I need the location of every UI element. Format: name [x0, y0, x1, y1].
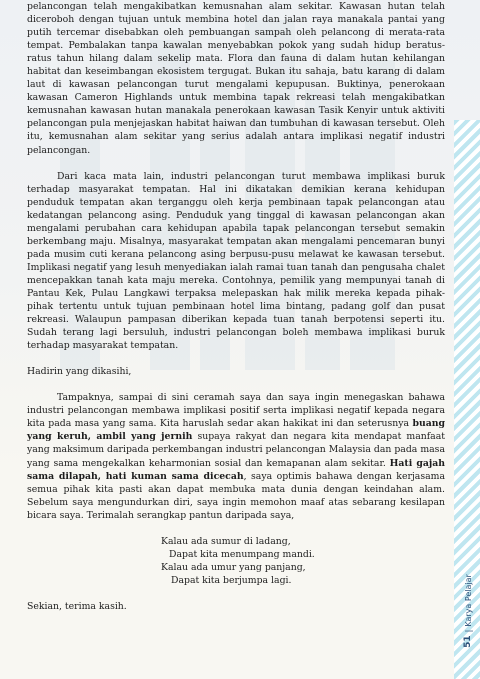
paragraph-3-text-a: Tampaknya, sampai di sini ceramah saya dan saya ingin menegaskan bahawa industri pelancongan membawa implikasi positif serta implikasi negatif kepada negara kita pada masa yang sama. Kita haruslah sedar akan hakikat ini dan seterusnya [27, 392, 445, 430]
paragraph-1: pelancongan telah mengakibatkan kemusnahan alam sekitar. Kawasan hutan telah diceroboh dengan tujuan untuk membina hotel dan jalan raya manakala pantai yang putih tercemar disebabkan oleh pembuangan sampah oleh pelancong di merata-rata tempat. Pembalakan tanpa kawalan menyebabkan pokok yang sudah hidup beratus-ratus tahun hilang dalam sekelip mata. Flora dan fauna di dalam hutan kehilangan habitat dan keseimbangan ekosistem tergugat. Bukan itu sahaja, batu karang di dalam laut di kawasan pelancongan turut mengalami kepupusan. Buktinya, penerokaan kawasan Cameron Highlands untuk membina tapak rekreasi telah mengakibatkan kemusnahan kawasan hutan manakala penerokaan kawasan Tasik Kenyir untuk aktiviti pelancongan pula menjejaskan habitat haiwan dan tumbuhan di kawasan tersebut. Oleh itu, kemusnahan alam sekitar yang serius adalah antara implikasi negatif industri pelancongan. [27, 1, 445, 156]
pantun-line: Kalau ada umur yang panjang, [161, 561, 306, 573]
book-title: Karya Pelajar [463, 574, 473, 627]
paragraph-3-text-b: supaya rakyat dan negara kita mendapat manfaat yang maksimum daripada perkembangan industri pelancongan Malaysia dan pada masa yang sama mengekalkan keharmonian sosial dan kemapanan alam sekitar. [27, 431, 445, 469]
pantun-line: Dapat kita berjumpa lagi. [171, 574, 292, 586]
paragraph-3 [27, 391, 445, 521]
pantun-line: Kalau ada sumur di ladang, [161, 535, 291, 547]
spacer [27, 157, 445, 170]
page-footer [463, 574, 473, 648]
paragraph-3-text-c: , saya optimis bahawa dengan kerjasama semua pihak kita pasti akan dapat membuka mata dunia dengan keindahan alam. Sebelum saya mengundurkan diri, saya ingin memohon maaf atas sebarang kesilapan bicara saya. Terimalah serangkap pantun daripada saya, [27, 470, 445, 521]
peribahasa-1: buang yang keruh, ambil yang jernih [27, 418, 445, 443]
spacer [27, 587, 445, 600]
document-body [27, 0, 445, 613]
pantun [161, 535, 315, 587]
spacer [27, 352, 445, 365]
peribahasa-2: Hati gajah sama dilapah, hati kuman sama dicecah [27, 457, 445, 482]
greeting: Hadirin yang dikasihi, [27, 366, 132, 378]
page-footer-tab [458, 556, 478, 666]
paragraph-2: Dari kaca mata lain, industri pelancongan turut membawa implikasi buruk terhadap masyarakat tempatan. Hal ini dikatakan demikian kerana kehidupan penduduk tempatan akan terganggu oleh kerja pembinaan tapak pelancongan atau kedatangan pelancong asing. Penduduk yang tinggal di kawasan pelancongan akan mengalami perubahan cara kehidupan apabila tapak pelancongan tersebut semakin berkembang maju. Misalnya, masyarakat tempatan akan mengalami pencemaran bunyi pada musim cuti kerana pelancong asing berpusu-pusu melawat ke kawasan tersebut. Implikasi negatif yang lesuh menyediakan ialah ramai tuan tanah dan pengusaha chalet mencepakkan tanah kata maju mereka. Contohnya, pemilik yang mempunyai tanah di Pantau Kek, Pulau Langkawi terpaksa melepaskan hak milik mereka kepada pihak-pihak tertentu untuk tujuan pembinaan hotel lima bintang, padang golf dan pusat rekreasi. Walaupun pampasan diberikan kepada tuan tanah berpotensi seperti itu. Sudah terang lagi bersuluh, industri pelancongan boleh membawa implikasi buruk terhadap masyarakat tempatan. [27, 170, 445, 352]
pantun-line: Dapat kita menumpang mandi. [169, 548, 315, 560]
spacer [27, 378, 445, 391]
page-number: 51 [463, 635, 473, 648]
spacer [27, 522, 445, 535]
closing: Sekian, terima kasih. [27, 600, 127, 612]
footer-separator: | [463, 629, 473, 633]
